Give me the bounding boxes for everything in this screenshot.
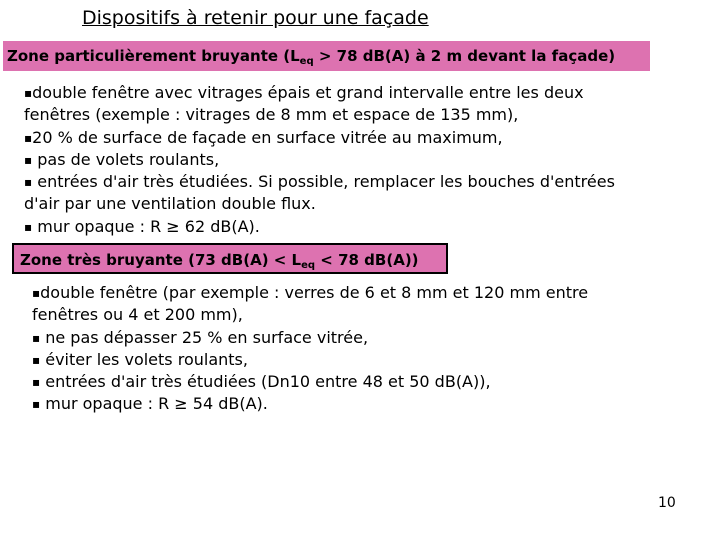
list-item [24,216,615,238]
bullet-icon: ▪ [32,330,41,345]
bullet-icon: ▪ [24,175,33,190]
bullet-icon: ▪ [24,152,33,167]
list-item-text: double fenêtre (par exemple : verres de 6 et 8 mm et 120 mm entre [40,283,589,302]
list-item-text: mur opaque : R ≥ 54 dB(A). [40,394,268,414]
zone-label-after: > 78 dB(A) à 2 m devant la façade) [313,47,616,65]
list-item [24,127,615,149]
list-item [32,349,588,371]
list-item-text: entrées d'air très étudiées. Si possible, remplacer les bouches d'entrées [32,172,615,192]
list-item [24,171,615,193]
list-item-text: éviter les volets roulants, [40,349,248,369]
list-item-text: fenêtres ou 4 et 200 mm), [32,305,243,325]
zone-label-before: Zone très bruyante (73 dB(A) < L [20,251,302,269]
zone-label-after: < 78 dB(A)) [315,251,419,269]
list-item [24,193,615,215]
zone-banner-particularly-noisy [3,41,650,71]
bullet-icon: ▪ [32,286,41,300]
recommendations-list-particularly-noisy [24,82,615,238]
list-item [24,82,615,104]
zone-label-subscript: eq [299,56,314,67]
list-item [32,393,588,415]
recommendations-list-very-noisy [32,282,588,416]
list-item [24,149,615,171]
list-item [32,371,588,393]
bullet-icon: ▪ [32,352,41,367]
list-item [32,327,588,349]
list-item-text: pas de volets roulants, [32,149,220,169]
list-item [24,104,615,126]
list-item-text: double fenêtre avec vitrages épais et grand intervalle entre les deux [32,83,584,102]
zone-banner-very-noisy [12,243,448,274]
list-item-text: mur opaque : R ≥ 62 dB(A). [32,216,260,236]
bullet-icon: ▪ [24,130,33,145]
list-item [32,282,588,304]
bullet-icon: ▪ [32,375,41,390]
slide-title: Dispositifs à retenir pour une façade [82,7,429,29]
list-item-text: ne pas dépasser 25 % en surface vitrée, [40,327,369,347]
list-item-text: fenêtres (exemple : vitrages de 8 mm et espace de 135 mm), [24,105,519,125]
list-item-text: 20 % de surface de façade en surface vitrée au maximum, [32,127,503,147]
bullet-icon: ▪ [24,86,33,100]
bullet-icon: ▪ [24,219,33,234]
list-item-text: d'air par une ventilation double flux. [24,194,316,214]
zone-label-before: Zone particulièrement bruyante (L [7,47,300,65]
list-item [32,304,588,326]
page-number: 10 [658,495,676,511]
list-item-text: entrées d'air très étudiées (Dn10 entre 48 et 50 dB(A)), [40,372,491,392]
zone-label-subscript: eq [301,260,316,271]
bullet-icon: ▪ [32,397,41,412]
